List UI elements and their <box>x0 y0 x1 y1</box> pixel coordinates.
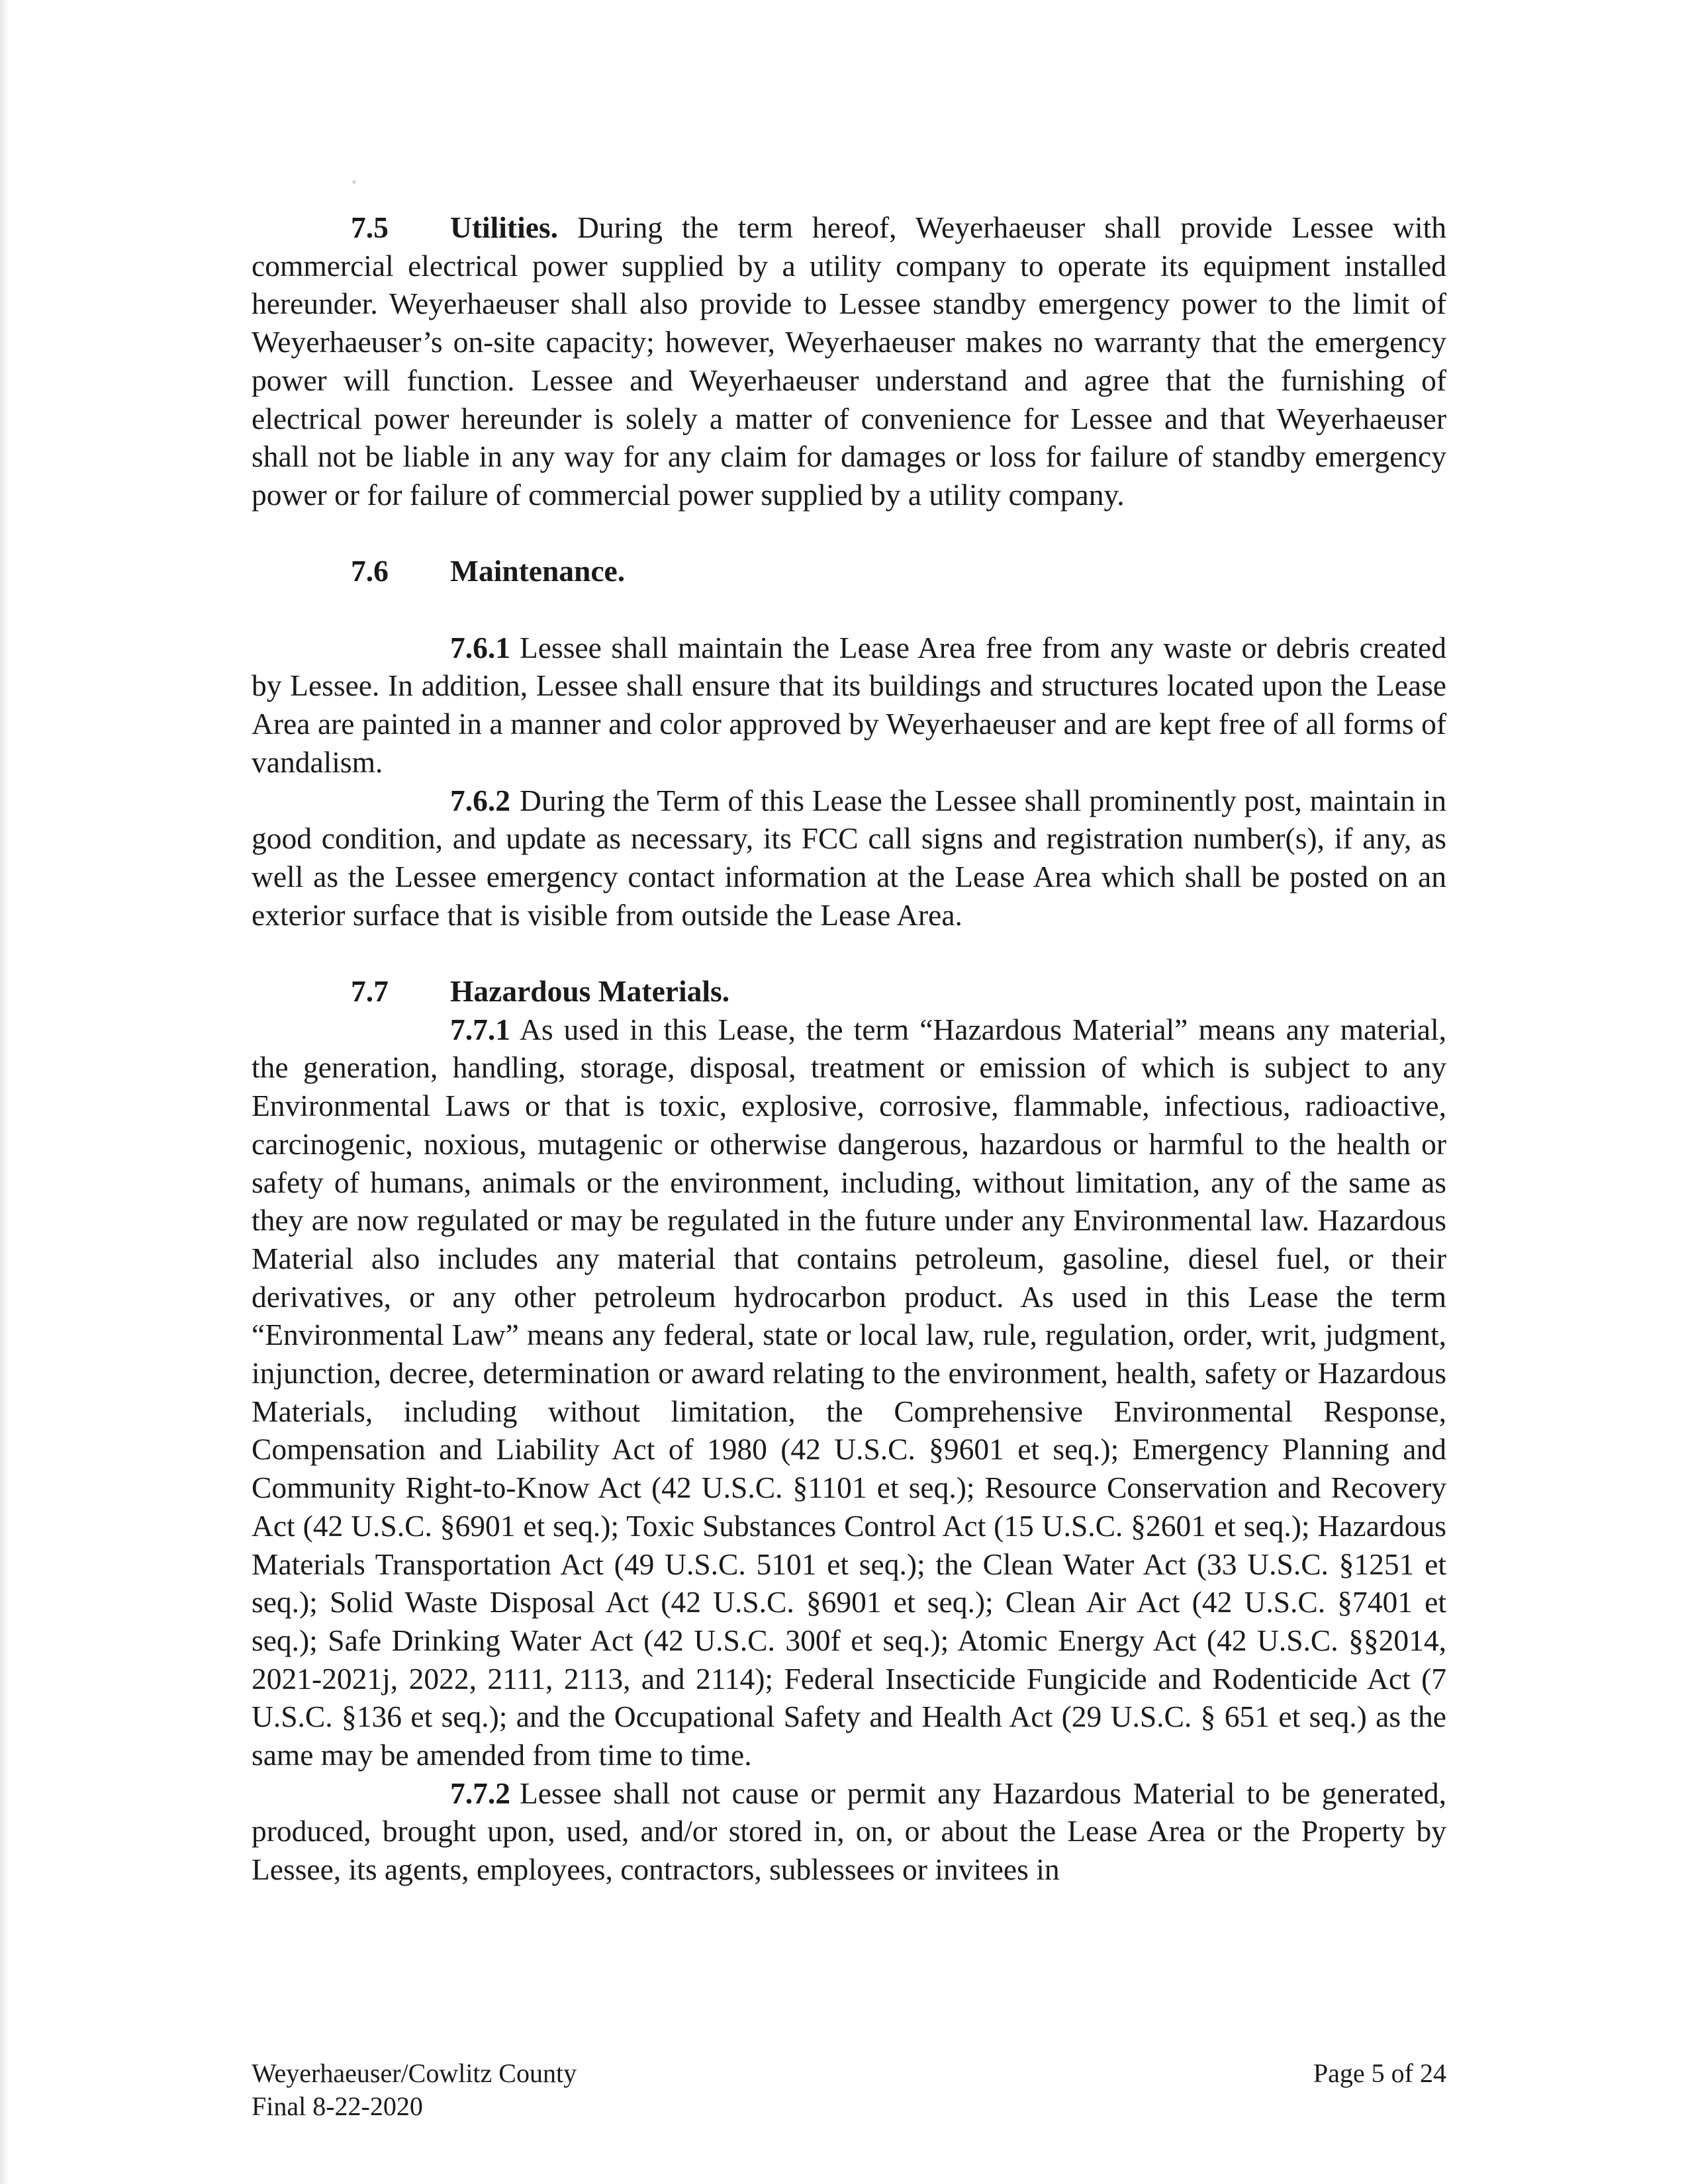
section-7-5-text: During the term hereof, Weyerhaeuser shall provide Lessee with commercial electrical power supplied by a utility company to operate its equipment installed hereunder. Weyerhaeuser shall also provide to Lessee standby emergency power to the limit of Weyerhaeuser’s on-site capacity; however, Weyerhaeuser makes no warranty that the emergency power will function. Lessee and Weyerhaeuser understand and agree that the furnishing of electrical power hereunder is solely a matter of convenience for Lessee and that Weyerhaeuser shall not be liable in any way for any claim for damages or loss for failure of standby emergency power or for failure of commercial power supplied by a utility company. <box>252 210 1446 512</box>
section-7-6-2-number: 7.6.2 <box>450 783 510 817</box>
section-7-6-title: Maintenance. <box>450 554 626 588</box>
section-7-6-2-text: During the Term of this Lease the Lessee shall prominently post, maintain in good condition, and update as necessary, its FCC call signs and registration number(s), if any, as well as the Lessee emergency contact information at the Lease Area which shall be posted on an exterior surface that is visible from outside the Lease Area. <box>252 783 1446 932</box>
paragraph-spacer <box>252 590 1446 629</box>
section-7-7-2-text: Lessee shall not cause or permit any Hazardous Material to be generated, produced, brought upon, used, and/or stored in, on, or about the Lease Area or the Property by Lessee, its agents, employees, contractors, sublessees or invitees in <box>252 1776 1446 1887</box>
section-7-7-1-text: As used in this Lease, the term “Hazardous Material” means any material, the generation, handling, storage, disposal, treatment or emission of which is subject to any Environmental Laws or that is toxic, explosive, corrosive, flammable, infectious, radioactive, carcinogenic, noxious, mutagenic or otherwise dangerous, hazardous or harmful to the health or safety of humans, animals or the environment, including, without limitation, any of the same as they are now regulated or may be regulated in the future under any Environmental law. Hazardous Material also includes any material that contains petroleum, gasoline, diesel fuel, or their derivatives, or any other petroleum hydrocarbon product. As used in this Lease the term “Environmental Law” means any federal, state or local law, rule, regulation, order, writ, judgment, injunction, decree, determination or award relating to the environment, health, safety or Hazardous Materials, including without limitation, the Comprehensive Environmental Response, Compensation and Liability Act of 1980 (42 U.S.C. §9601 et seq.); Emergency Planning and Community Right-to-Know Act (42 U.S.C. §1101 et seq.); Resource Conservation and Recovery Act (42 U.S.C. §6901 et seq.); Toxic Substances Control Act (15 U.S.C. §2601 et seq.); Hazardous Materials Transportation Act (49 U.S.C. 5101 et seq.); the Clean Water Act (33 U.S.C. §1251 et seq.); Solid Waste Disposal Act (42 U.S.C. §6901 et seq.); Clean Air Act (42 U.S.C. §7401 et seq.); Safe Drinking Water Act (42 U.S.C. 300f et seq.); Atomic Energy Act (42 U.S.C. §§2014, 2021-2021j, 2022, 2111, 2113, and 2114); Federal Insecticide Fungicide and Rodenticide Act (7 U.S.C. §136 et seq.); and the Occupational Safety and Health Act (29 U.S.C. § 651 et seq.) as the same may be amended from time to time. <box>252 1012 1446 1772</box>
section-7-5-number: 7.5 <box>351 210 389 244</box>
section-7-6-1-number: 7.6.1 <box>450 630 510 664</box>
section-7-7-1-paragraph <box>252 1011 1446 1774</box>
footer-party-line: Weyerhaeuser/Cowlitz County <box>252 2058 577 2088</box>
scan-speck <box>352 180 356 184</box>
section-7-6-2-paragraph <box>252 782 1446 934</box>
section-7-6-1-paragraph <box>252 629 1446 782</box>
paragraph-spacer <box>252 934 1446 972</box>
section-7-6-heading <box>252 552 1446 590</box>
section-7-5-title: Utilities. <box>450 210 559 244</box>
section-7-7-2-paragraph <box>252 1774 1446 1889</box>
section-7-7-2-number: 7.7.2 <box>450 1776 510 1810</box>
document-body <box>252 208 1446 1889</box>
section-7-7-title: Hazardous Materials. <box>450 974 730 1009</box>
footer-document-info <box>252 2057 577 2123</box>
section-7-5-paragraph <box>252 208 1446 514</box>
paragraph-spacer <box>252 514 1446 553</box>
scanned-page-edge <box>0 0 9 2184</box>
section-7-7-heading <box>252 972 1446 1011</box>
page-number: Page 5 of 24 <box>1313 2058 1446 2088</box>
footer-version-line: Final 8-22-2020 <box>252 2091 423 2121</box>
section-7-6-number: 7.6 <box>351 554 389 588</box>
section-7-7-1-number: 7.7.1 <box>450 1012 510 1046</box>
section-7-6-1-text: Lessee shall maintain the Lease Area free from any waste or debris created by Lessee. In addition, Lessee shall ensure that its buildings and structures located upon the Lease Area are painted in a manner and color approved by Weyerhaeuser and are kept free of all forms of vandalism. <box>252 630 1446 779</box>
section-7-7-number: 7.7 <box>351 974 389 1009</box>
